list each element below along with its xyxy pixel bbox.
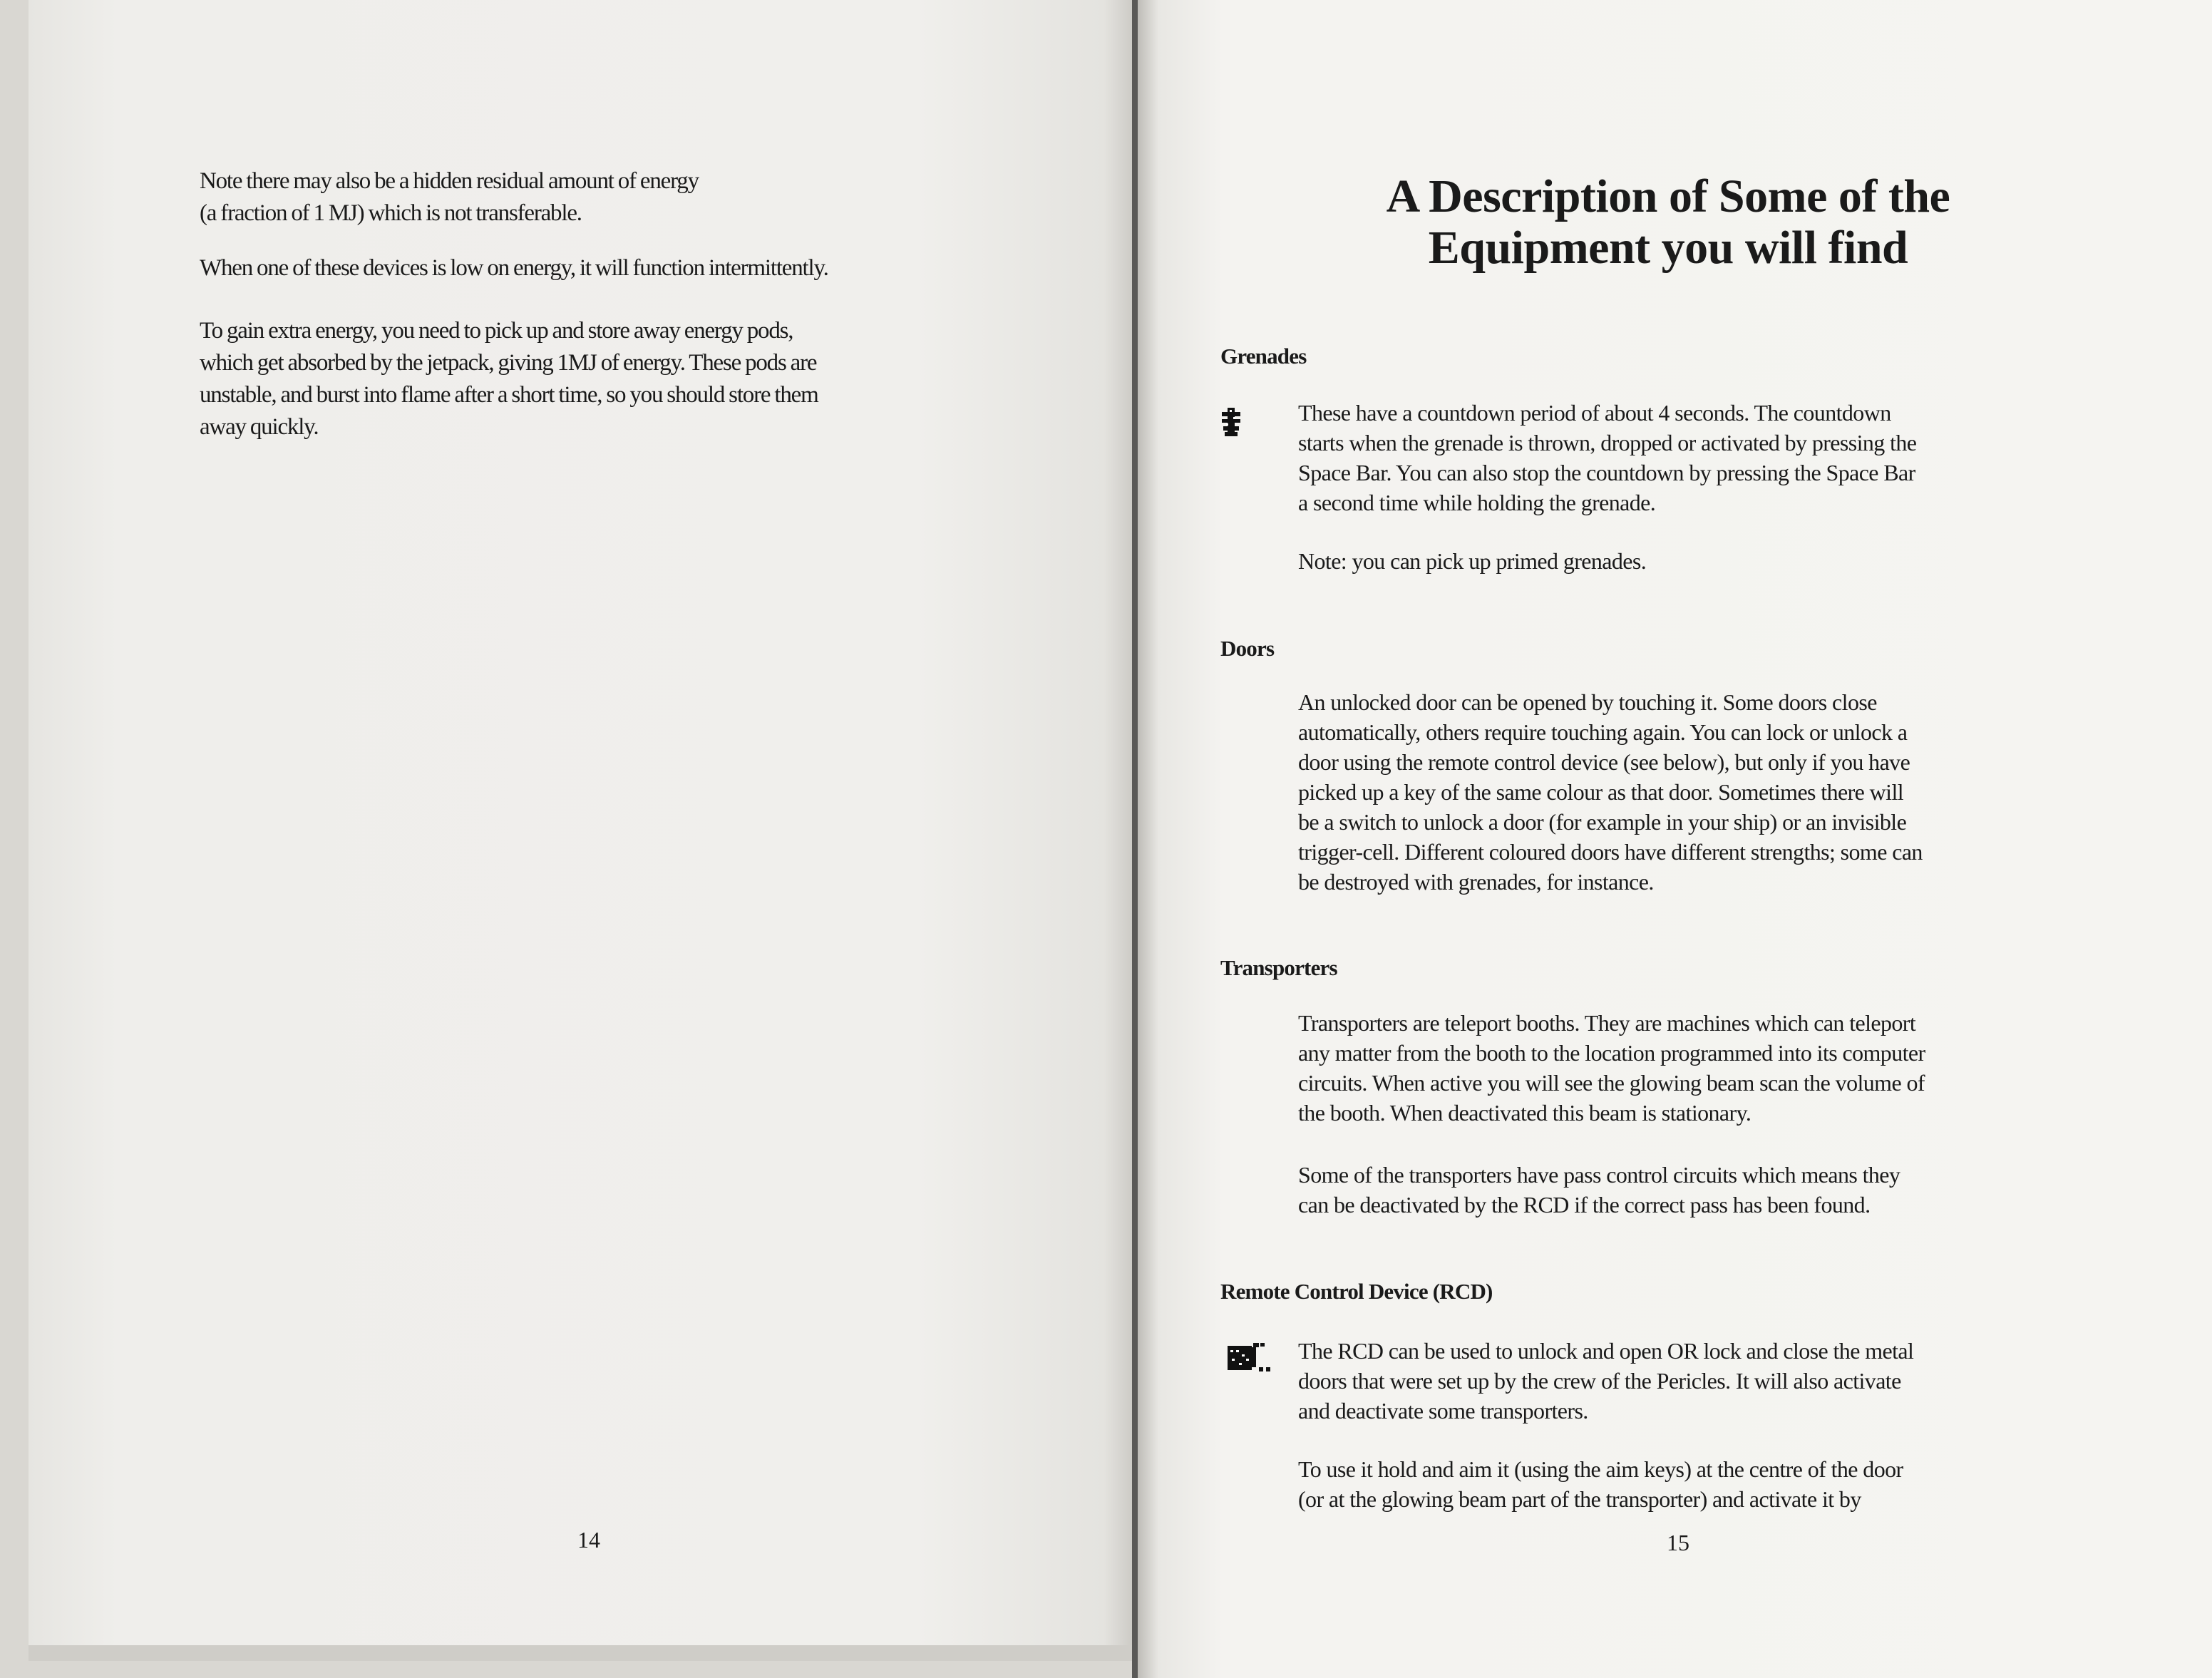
paragraph [1298, 1160, 1900, 1220]
text-line: To gain extra energy, you need to pick up and store away energy pods, [200, 318, 793, 344]
section-heading: Grenades [1220, 344, 1307, 369]
paragraph [1298, 1336, 1913, 1426]
text-line: A Description of Some of the [1386, 170, 1950, 222]
section-heading: Doors [1220, 636, 1275, 661]
text-line: be destroyed with grenades, for instance. [1298, 869, 1654, 895]
text-line: Some of the transporters have pass control circuits which means they [1298, 1162, 1900, 1188]
page-title [1226, 171, 2110, 274]
paragraph [200, 315, 818, 443]
text-line: The RCD can be used to unlock and open OR lock and close the metal [1298, 1338, 1914, 1364]
left-page [29, 0, 1137, 1661]
text-line: Note there may also be a hidden residual amount of energy [200, 168, 699, 194]
text-line: door using the remote control device (see below), but only if you have [1298, 749, 1910, 775]
paragraph [1298, 546, 1646, 576]
section-heading: Transporters [1220, 955, 1337, 980]
paragraph [1298, 687, 1923, 897]
text-line: These have a countdown period of about 4 seconds. The countdown [1298, 400, 1891, 426]
paragraph [1298, 1454, 1903, 1514]
paragraph [1298, 398, 1916, 518]
text-line: To use it hold and aim it (using the aim keys) at the centre of the door [1298, 1456, 1903, 1482]
paragraph [200, 165, 699, 230]
text-line: picked up a key of the same colour as that door. Sometimes there will [1298, 779, 1904, 805]
text-line: can be deactivated by the RCD if the correct pass has been found. [1298, 1192, 1871, 1218]
text-line: Space Bar. You can also stop the countdown by pressing the Space Bar [1298, 460, 1915, 485]
text-line: Note: you can pick up primed grenades. [1298, 548, 1647, 574]
text-line: unstable, and burst into flame after a short time, so you should store them [200, 382, 818, 408]
text-line: the booth. When deactivated this beam is stationary. [1298, 1100, 1751, 1126]
paragraph [200, 252, 828, 284]
text-line: away quickly. [200, 414, 319, 440]
text-line: Transporters are teleport booths. They are machines which can teleport [1298, 1010, 1916, 1036]
text-line: a second time while holding the grenade. [1298, 490, 1656, 515]
text-line: Equipment you will find [1428, 222, 1908, 274]
section-heading: Remote Control Device (RCD) [1220, 1279, 1493, 1304]
text-line: any matter from the booth to the location programmed into its computer [1298, 1040, 1925, 1066]
grenade-icon [1220, 408, 1242, 440]
text-line: (a fraction of 1 MJ) which is not transferable. [200, 200, 582, 226]
text-line: be a switch to unlock a door (for example in your ship) or an invisible [1298, 809, 1907, 835]
text-line: trigger-cell. Different coloured doors have different strengths; some can [1298, 839, 1923, 865]
page-number: 15 [1667, 1530, 1689, 1555]
text-line: circuits. When active you will see the glowing beam scan the volume of [1298, 1070, 1925, 1096]
paragraph [1298, 1008, 1925, 1128]
text-line: which get absorbed by the jetpack, giving 1MJ of energy. These pods are [200, 350, 817, 376]
text-line: (or at the glowing beam part of the transporter) and activate it by [1298, 1486, 1861, 1512]
text-line: doors that were set up by the crew of the Pericles. It will also activate [1298, 1368, 1901, 1394]
remote-control-icon [1228, 1343, 1272, 1378]
text-line: and deactivate some transporters. [1298, 1398, 1588, 1424]
text-line: starts when the grenade is thrown, dropped or activated by pressing the [1298, 430, 1917, 455]
text-line: automatically, others require touching again. You can lock or unlock a [1298, 719, 1908, 745]
text-line: When one of these devices is low on energy, it will function intermittently. [200, 255, 828, 281]
text-line: An unlocked door can be opened by touching it. Some doors close [1298, 689, 1877, 715]
page-number: 14 [577, 1527, 600, 1553]
book-spine [1132, 0, 1138, 1678]
